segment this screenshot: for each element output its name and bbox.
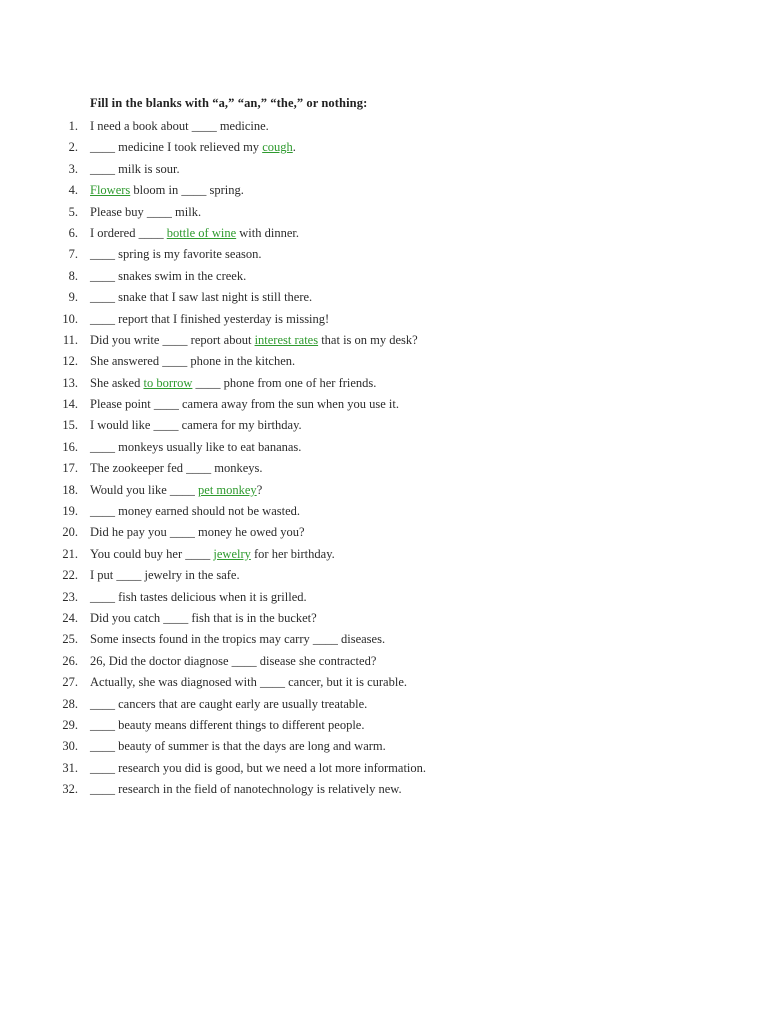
item-number: 1. — [68, 119, 78, 133]
highlighted-term: interest rates — [254, 332, 319, 347]
sentence-text: ? — [256, 482, 263, 497]
sentence-text: Did he pay you ____ money he owed you? — [90, 525, 305, 540]
sentence-text: bloom in ____ spring. — [130, 183, 244, 198]
item-number: 11. — [62, 332, 78, 347]
sentence-text: ____ report that I finished yesterday is missing! — [90, 311, 330, 326]
item-sentence — [90, 373, 376, 394]
sentence-text: for her birthday. — [250, 546, 335, 561]
item-number: 26. — [62, 653, 78, 668]
sentence-text: Please point ____ camera away from the sun when you use it. — [90, 397, 399, 412]
sentence-text: I put ____ jewelry in the safe. — [90, 568, 240, 583]
sentence-text: ____ milk is sour. — [90, 161, 180, 176]
sentence-text: The zookeeper fed ____ monkeys. — [90, 461, 263, 476]
item-sentence — [90, 244, 262, 265]
item-sentence — [90, 137, 296, 158]
sentence-text: She asked — [90, 375, 144, 390]
item-number: 25. — [62, 632, 78, 647]
item-sentence — [90, 565, 240, 586]
item-sentence — [90, 501, 300, 522]
item-number: 13. — [62, 375, 78, 390]
highlighted-term: jewelry — [213, 546, 251, 561]
item-sentence — [90, 544, 335, 565]
sentence-text: ____ monkeys usually like to eat bananas. — [90, 439, 302, 454]
item-sentence — [90, 779, 402, 800]
item-number: 7. — [68, 247, 78, 262]
sentence-text: I need a book about ____ medicine. — [90, 119, 269, 133]
item-number: 22. — [62, 568, 78, 583]
sentence-text: She answered ____ phone in the kitchen. — [90, 354, 296, 369]
sentence-text: ____ research in the field of nanotechnology is relatively new. — [90, 782, 402, 797]
item-sentence — [90, 437, 301, 458]
sentence-text: I would like ____ camera for my birthday. — [90, 418, 302, 433]
item-sentence — [90, 266, 246, 287]
item-number: 10. — [62, 311, 78, 326]
item-sentence — [90, 415, 302, 436]
sentence-text: Did you write ____ report about — [90, 332, 255, 347]
worksheet-heading: Fill in the blanks with “a,” “an,” “the,” or nothing: — [90, 96, 368, 110]
item-number: 9. — [68, 290, 78, 305]
item-sentence — [90, 202, 201, 223]
item-number: 19. — [62, 504, 78, 519]
item-number: 31. — [62, 760, 78, 775]
sentence-text: ____ beauty means different things to different people. — [90, 717, 365, 732]
item-sentence — [90, 522, 305, 543]
item-sentence — [90, 608, 317, 629]
item-sentence — [90, 394, 399, 415]
item-sentence — [90, 672, 407, 693]
item-sentence — [90, 736, 386, 757]
item-sentence — [90, 116, 269, 137]
item-number: 2. — [68, 140, 78, 155]
sentence-text: Did you catch ____ fish that is in the bucket? — [90, 610, 317, 625]
item-number: 14. — [62, 397, 78, 412]
sentence-text: ____ medicine I took relieved my — [90, 140, 263, 155]
sentence-text: Actually, she was diagnosed with ____ cancer, but it is curable. — [90, 675, 408, 690]
highlighted-term: Flowers — [90, 183, 131, 198]
sentence-text: ____ beauty of summer is that the days are long and warm. — [90, 739, 386, 754]
sentence-text: that is on my desk? — [318, 332, 418, 347]
item-sentence — [90, 458, 263, 479]
highlighted-term: bottle of wine — [166, 225, 237, 240]
item-number: 30. — [62, 739, 78, 754]
item-number: 28. — [62, 696, 78, 711]
item-sentence — [90, 180, 244, 201]
item-number: 29. — [62, 717, 78, 732]
sentence-text: ____ spring is my favorite season. — [90, 247, 262, 262]
highlighted-term: cough — [262, 140, 293, 155]
item-sentence — [90, 715, 364, 736]
sentence-text: Would you like ____ — [90, 482, 199, 497]
item-sentence — [90, 287, 312, 308]
sentence-text: ____ snakes swim in the creek. — [90, 268, 247, 283]
item-number: 21. — [62, 546, 78, 561]
item-number: 5. — [68, 204, 78, 219]
highlighted-term: pet monkey — [198, 482, 257, 497]
sentence-text: You could buy her ____ — [90, 546, 214, 561]
item-number: 23. — [62, 589, 78, 604]
item-sentence — [90, 309, 329, 330]
sentence-text: with dinner. — [236, 225, 299, 240]
sentence-text: I ordered ____ — [90, 225, 167, 240]
item-number: 15. — [62, 418, 78, 433]
item-number: 32. — [62, 782, 78, 797]
item-sentence — [90, 351, 295, 372]
item-number: 3. — [68, 161, 78, 176]
item-number: 27. — [62, 675, 78, 690]
item-sentence — [90, 223, 299, 244]
item-number: 18. — [62, 482, 78, 497]
sentence-text: Please buy ____ milk. — [90, 204, 202, 219]
item-number: 4. — [68, 183, 78, 198]
item-number: 16. — [62, 439, 78, 454]
item-number: 24. — [62, 610, 78, 625]
sentence-text: ____ cancers that are caught early are usually treatable. — [90, 696, 368, 711]
sentence-text: Some insects found in the tropics may carry ____ diseases. — [90, 632, 386, 647]
item-sentence — [90, 629, 385, 650]
item-number: 6. — [68, 225, 78, 240]
item-number: 12. — [62, 354, 78, 369]
sentence-text: ____ snake that I saw last night is still there. — [90, 290, 313, 305]
sentence-text: ____ research you did is good, but we need a lot more information. — [90, 760, 427, 775]
sentence-text: . — [292, 140, 296, 155]
item-sentence — [90, 159, 180, 180]
item-number: 17. — [62, 461, 78, 476]
item-number: 20. — [62, 525, 78, 540]
item-sentence — [90, 758, 426, 779]
sentence-text: ____ fish tastes delicious when it is grilled. — [90, 589, 307, 604]
sentence-text: 26, Did the doctor diagnose ____ disease she contracted? — [90, 653, 377, 668]
item-sentence — [90, 330, 418, 351]
item-sentence — [90, 694, 367, 715]
item-number: 8. — [68, 268, 78, 283]
item-sentence — [90, 587, 307, 608]
highlighted-term: to borrow — [143, 375, 193, 390]
sentence-text: ____ money earned should not be wasted. — [90, 504, 301, 519]
item-sentence — [90, 651, 376, 672]
sentence-text: ____ phone from one of her friends. — [192, 375, 377, 390]
item-sentence — [90, 480, 262, 501]
